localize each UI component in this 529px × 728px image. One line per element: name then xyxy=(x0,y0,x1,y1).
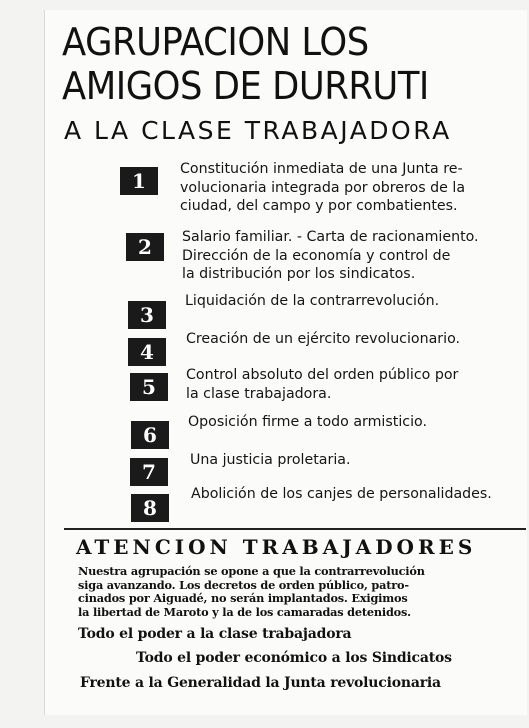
item-text-8: Abolición de los canjes de personalidades. xyxy=(191,486,492,502)
item-text-7: Una justicia proletaria. xyxy=(190,452,351,468)
item-text-5: Control absoluto del orden público por la clase trabajadora. xyxy=(186,367,459,402)
item-number-4: 4 xyxy=(128,338,166,366)
item-number-5: 5 xyxy=(130,373,168,401)
item-text-3: Liquidación de la contrarrevolución. xyxy=(185,293,440,309)
item-number-7: 7 xyxy=(130,458,168,486)
item-text-1: Constitución inmediata de una Junta re- volucionaria integrada por obreros de la ciudad, del campo y por combatientes. xyxy=(180,161,466,214)
notice-paragraph: Nuestra agrupación se opone a que la contrarrevolución siga avanzando. Los decretos de orden público, patro- cinados por Aiguadé, no serán implantados. Exigimos la libertad de Maroto y la de los camaradas detenidos. xyxy=(78,564,425,619)
item-number-3: 3 xyxy=(128,301,166,329)
leaflet-title xyxy=(62,20,499,108)
leaflet-subtitle: A LA CLASE TRABAJADORA xyxy=(64,116,452,145)
item-text-4: Creación de un ejército revolucionario. xyxy=(186,331,461,347)
item-number-2: 2 xyxy=(126,233,164,261)
item-number-8: 8 xyxy=(131,494,169,522)
slogan-3: Frente a la Generalidad la Junta revolucionaria xyxy=(80,675,441,691)
item-text-2: Salario familiar. - Carta de racionamiento. Dirección de la economía y control de la distribución por los sindicatos. xyxy=(182,229,479,282)
title-line-2: AMIGOS DE DURRUTI xyxy=(62,64,429,108)
item-number-6: 6 xyxy=(131,421,169,449)
slogan-1: Todo el poder a la clase trabajadora xyxy=(78,626,352,642)
title-line-1: AGRUPACION LOS xyxy=(62,20,369,64)
slogan-2: Todo el poder económico a los Sindicatos xyxy=(136,650,452,666)
item-text-6: Oposición firme a todo armisticio. xyxy=(188,414,427,430)
divider-rule xyxy=(64,528,526,530)
item-number-1: 1 xyxy=(120,167,158,195)
atencion-heading: ATENCION TRABAJADORES xyxy=(76,535,477,559)
